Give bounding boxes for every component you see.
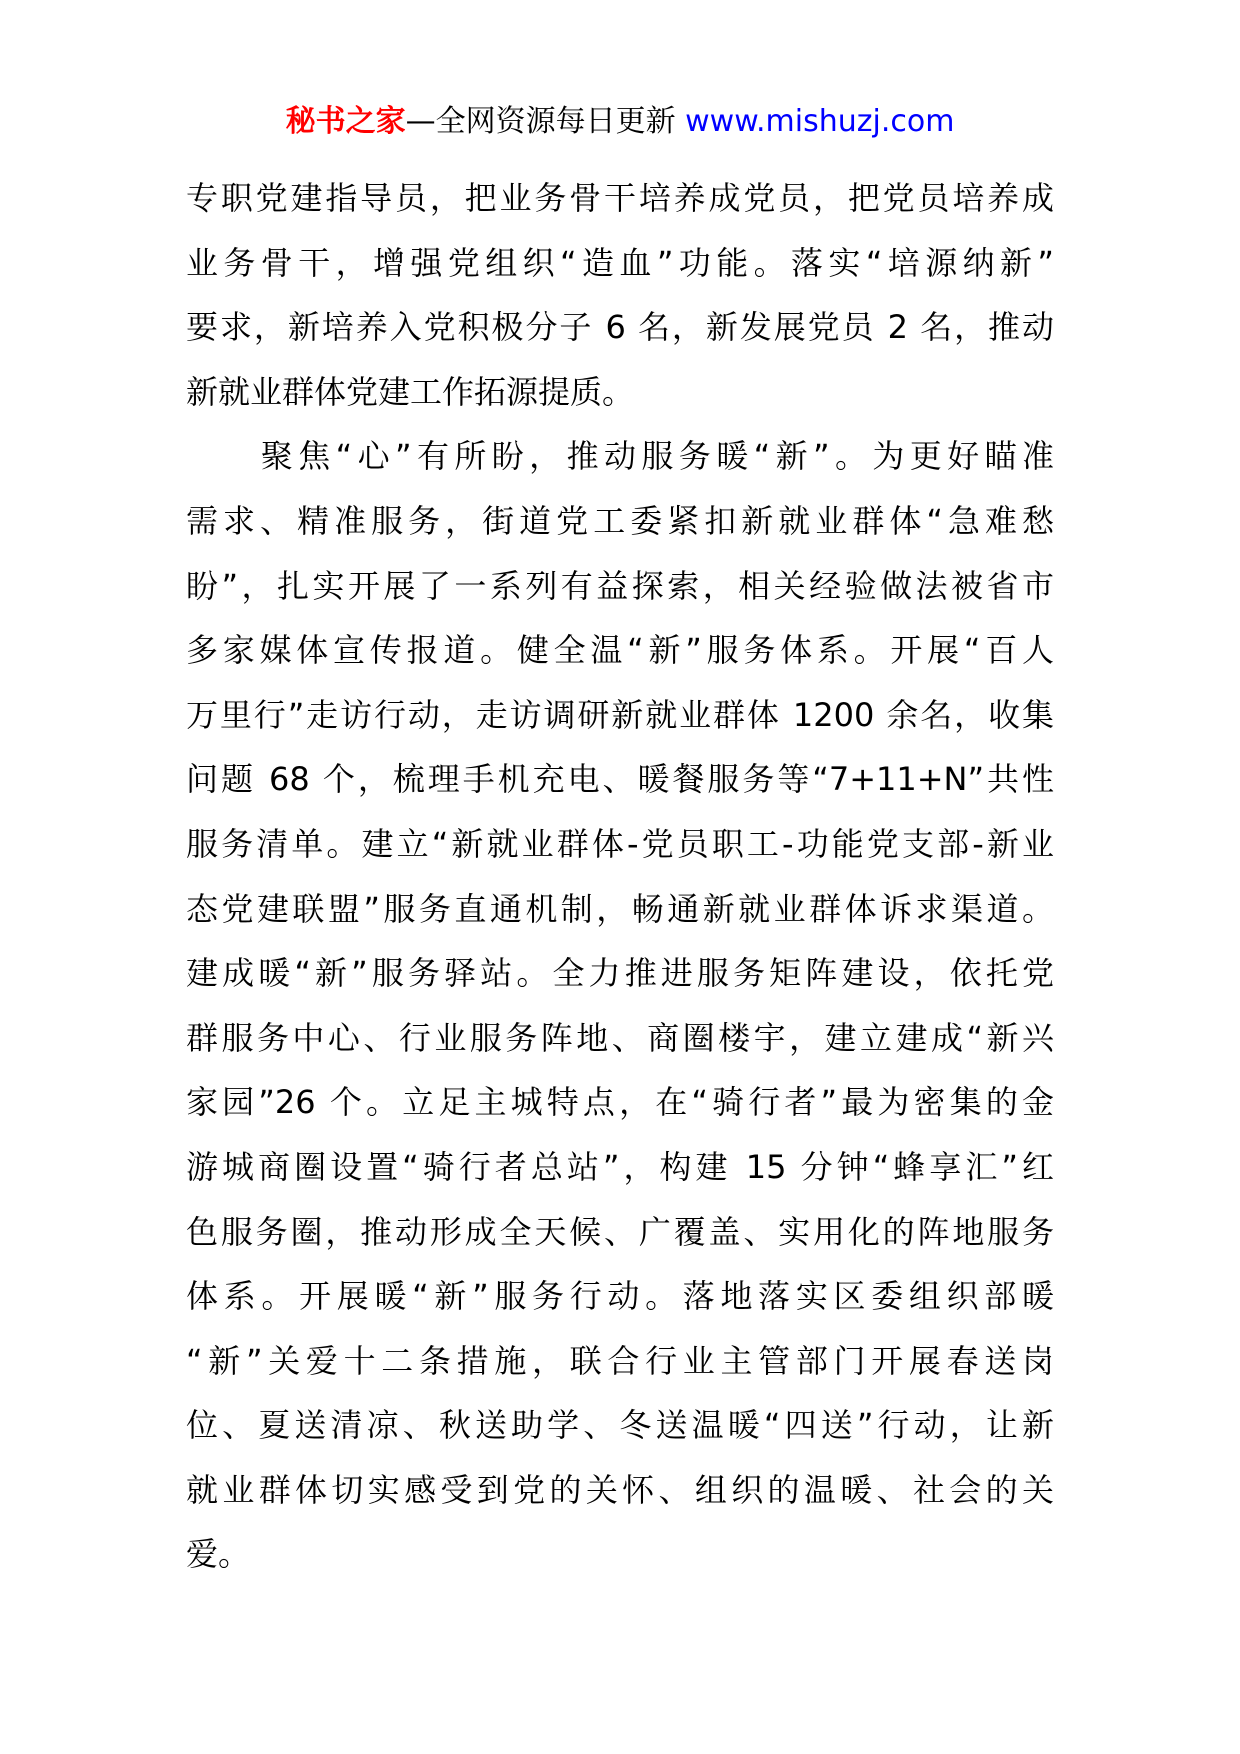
header-tagline: —全网资源每日更新 [405, 104, 676, 139]
text-line: 游城商圈设置“骑行者总站”，构建 15 分钟“蜂享汇”红 [186, 1147, 1054, 1186]
text-line: 色服务圈，推动形成全天候、广覆盖、实用化的阵地服务 [186, 1212, 1054, 1251]
text-line: 建成暖“新”服务驿站。全力推进服务矩阵建设，依托党 [186, 954, 1054, 993]
text-line: 服务清单。建立“新就业群体-党员职工-功能党支部-新业 [186, 824, 1054, 863]
text-line: 问题 68 个，梳理手机充电、暖餐服务等“7+11+N”共性 [186, 760, 1054, 799]
text-line: 位、夏送清凉、秋送助学、冬送温暖“四送”行动，让新 [186, 1406, 1054, 1445]
page-header [0, 100, 1240, 144]
header-url-link[interactable]: www.mishuzj.com [685, 104, 955, 139]
text-line: 专职党建指导员，把业务骨干培养成党员，把党员培养成 [186, 179, 1054, 217]
text-line: “新”关爱十二条措施，联合行业主管部门开展春送岗 [186, 1341, 1054, 1380]
text-line: 要求，新培养入党积极分子 6 名，新发展党员 2 名，推动 [186, 308, 1054, 347]
text-line: 爱。 [186, 1535, 251, 1574]
text-line: 盼”，扎实开展了一系列有益探索，相关经验做法被省市 [186, 566, 1054, 605]
header-brand: 秘书之家 [285, 104, 406, 139]
text-line: 家园”26 个。立足主城特点，在“骑行者”最为密集的金 [186, 1083, 1054, 1122]
text-line: 新就业群体党建工作拓源提质。 [186, 372, 635, 411]
text-line: 体系。开展暖“新”服务行动。落地落实区委组织部暖 [186, 1277, 1054, 1316]
text-line: 业务骨干，增强党组织“造血”功能。落实“培源纳新” [186, 243, 1054, 282]
text-line: 态党建联盟”服务直通机制，畅通新就业群体诉求渠道。 [186, 889, 1054, 928]
text-line: 就业群体切实感受到党的关怀、组织的温暖、社会的关 [186, 1470, 1054, 1509]
body-text [186, 166, 1054, 1587]
text-line: 需求、精准服务，街道党工委紧扣新就业群体“急难愁 [186, 501, 1054, 540]
text-line: 群服务中心、行业服务阵地、商圈楼宇，建立建成“新兴 [186, 1018, 1054, 1057]
text-line: 聚焦“心”有所盼，推动服务暖“新”。为更好瞄准 [186, 437, 1054, 476]
text-line: 多家媒体宣传报道。健全温“新”服务体系。开展“百人 [186, 631, 1054, 670]
text-line: 万里行”走访行动，走访调研新就业群体 1200 余名，收集 [186, 695, 1054, 734]
